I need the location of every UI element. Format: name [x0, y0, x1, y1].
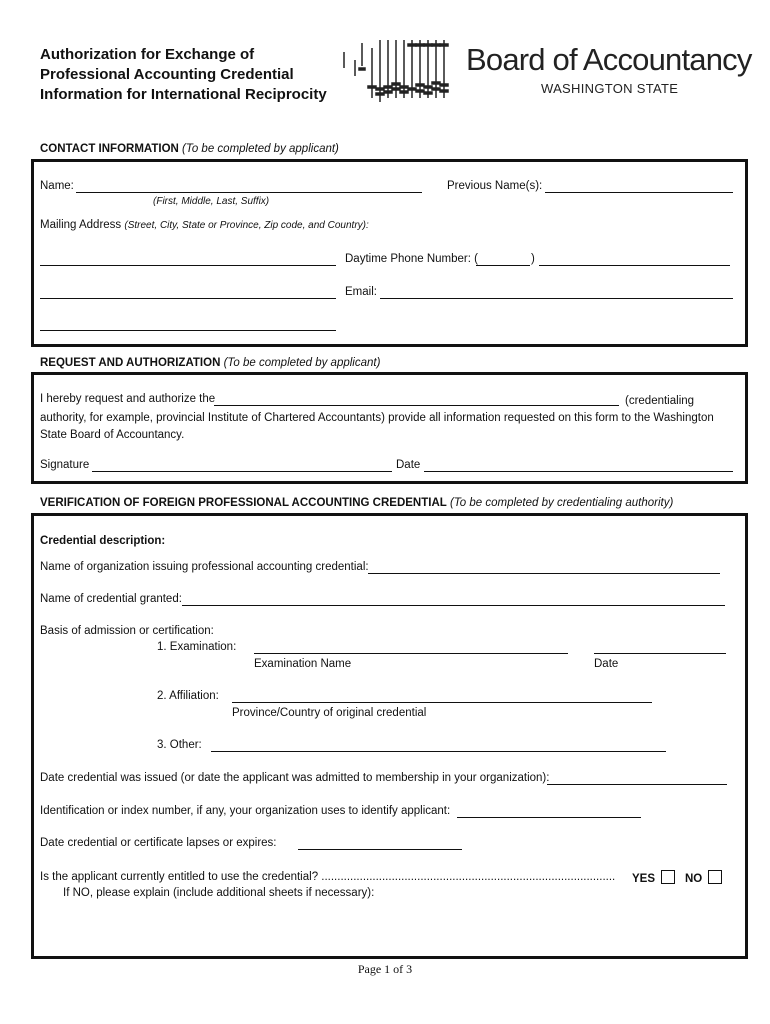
name-hint: (First, Middle, Last, Suffix): [153, 196, 270, 207]
credential-description: Credential description:: [40, 535, 166, 547]
previous-names-label: Previous Name(s):: [447, 180, 543, 192]
exam-name-hint: Examination Name: [254, 658, 352, 670]
mailing-hint: (Street, City, State or Province, Zip code, and Country):: [124, 220, 369, 231]
email-label: Email:: [345, 286, 377, 298]
mailing-line-2[interactable]: [40, 298, 336, 299]
exam-name-field[interactable]: [254, 653, 568, 654]
affiliation-label: 2. Affiliation:: [157, 690, 219, 702]
title-line-1: Authorization for Exchange of: [40, 46, 255, 63]
request-heading-note: (To be completed by applicant): [223, 357, 381, 369]
no-option[interactable]: [685, 870, 722, 885]
logo-state: WASHINGTON STATE: [541, 81, 679, 96]
no-checkbox[interactable]: [708, 870, 722, 884]
credential-field[interactable]: [182, 605, 725, 606]
request-heading: [40, 357, 380, 369]
exam-label: 1. Examination:: [157, 641, 237, 653]
org-label: Name of organization issuing professional accounting credential:: [40, 561, 369, 573]
form-title: [40, 45, 340, 105]
issued-field[interactable]: [547, 784, 727, 785]
issued-label: Date credential was issued (or date the applicant was admitted to membership in your organization):: [40, 772, 550, 784]
phone-number-field[interactable]: [539, 265, 730, 266]
signature-field[interactable]: [92, 471, 392, 472]
verification-heading-text: VERIFICATION OF FOREIGN PROFESSIONAL ACCOUNTING CREDENTIAL: [40, 497, 447, 509]
entitled-label: Is the applicant currently entitled to use the credential? ............................................................................................: [40, 871, 616, 883]
mailing-line-3[interactable]: [40, 330, 336, 331]
yes-option[interactable]: [632, 870, 675, 885]
other-field[interactable]: [211, 751, 666, 752]
no-label: NO: [685, 873, 703, 885]
request-text-rest: (credentialing authority, for example, provincial Institute of Chartered Accountants) provide all information requested on this form to the Washington State Board of Accountancy.: [40, 395, 714, 441]
lapse-field[interactable]: [298, 849, 462, 850]
title-line-2: Professional Accounting Credential: [40, 66, 294, 83]
id-label: Identification or index number, if any, your organization uses to identify applicant:: [40, 805, 451, 817]
phone-label: Daytime Phone Number: (: [345, 253, 478, 265]
request-text-start: I hereby request and authorize the: [40, 393, 216, 405]
name-label: Name:: [40, 180, 74, 192]
previous-names-field[interactable]: [545, 192, 733, 193]
other-label: 3. Other:: [157, 739, 202, 751]
yes-checkbox[interactable]: [661, 870, 675, 884]
request-heading-text: REQUEST AND AUTHORIZATION: [40, 357, 221, 369]
date-label: Date: [396, 459, 421, 471]
contact-heading-text: CONTACT INFORMATION: [40, 143, 179, 155]
signature-label: Signature: [40, 459, 90, 471]
request-date-field[interactable]: [424, 471, 733, 472]
basis-label: Basis of admission or certification:: [40, 625, 214, 637]
email-field[interactable]: [380, 298, 733, 299]
affiliation-field[interactable]: [232, 702, 652, 703]
affiliation-hint: Province/Country of original credential: [232, 707, 427, 719]
mailing-label: [40, 219, 369, 231]
phone-area-code-field[interactable]: [476, 265, 530, 266]
exam-date-hint: Date: [594, 658, 619, 670]
mailing-line-1[interactable]: [40, 265, 336, 266]
page-number: Page 1 of 3: [357, 962, 413, 976]
explain-label: If NO, please explain (include additional sheets if necessary):: [63, 887, 375, 899]
credential-label: Name of credential granted:: [40, 593, 182, 605]
title-line-3: Information for International Reciprocity: [40, 86, 327, 103]
verification-heading: [40, 497, 673, 509]
contact-heading-note: (To be completed by applicant): [182, 143, 339, 155]
name-field[interactable]: [76, 192, 422, 193]
id-field[interactable]: [457, 817, 641, 818]
phone-close: ): [531, 253, 535, 265]
org-field[interactable]: [368, 573, 720, 574]
yes-label: YES: [632, 873, 656, 885]
verification-heading-note: (To be completed by credentialing authority): [449, 497, 674, 509]
logo-name: Board of Accountancy: [466, 42, 752, 77]
contact-heading: [40, 143, 339, 155]
lapse-label: Date credential or certificate lapses or expires:: [40, 837, 277, 849]
exam-date-field[interactable]: [594, 653, 726, 654]
mailing-label-text: Mailing Address: [40, 219, 122, 231]
